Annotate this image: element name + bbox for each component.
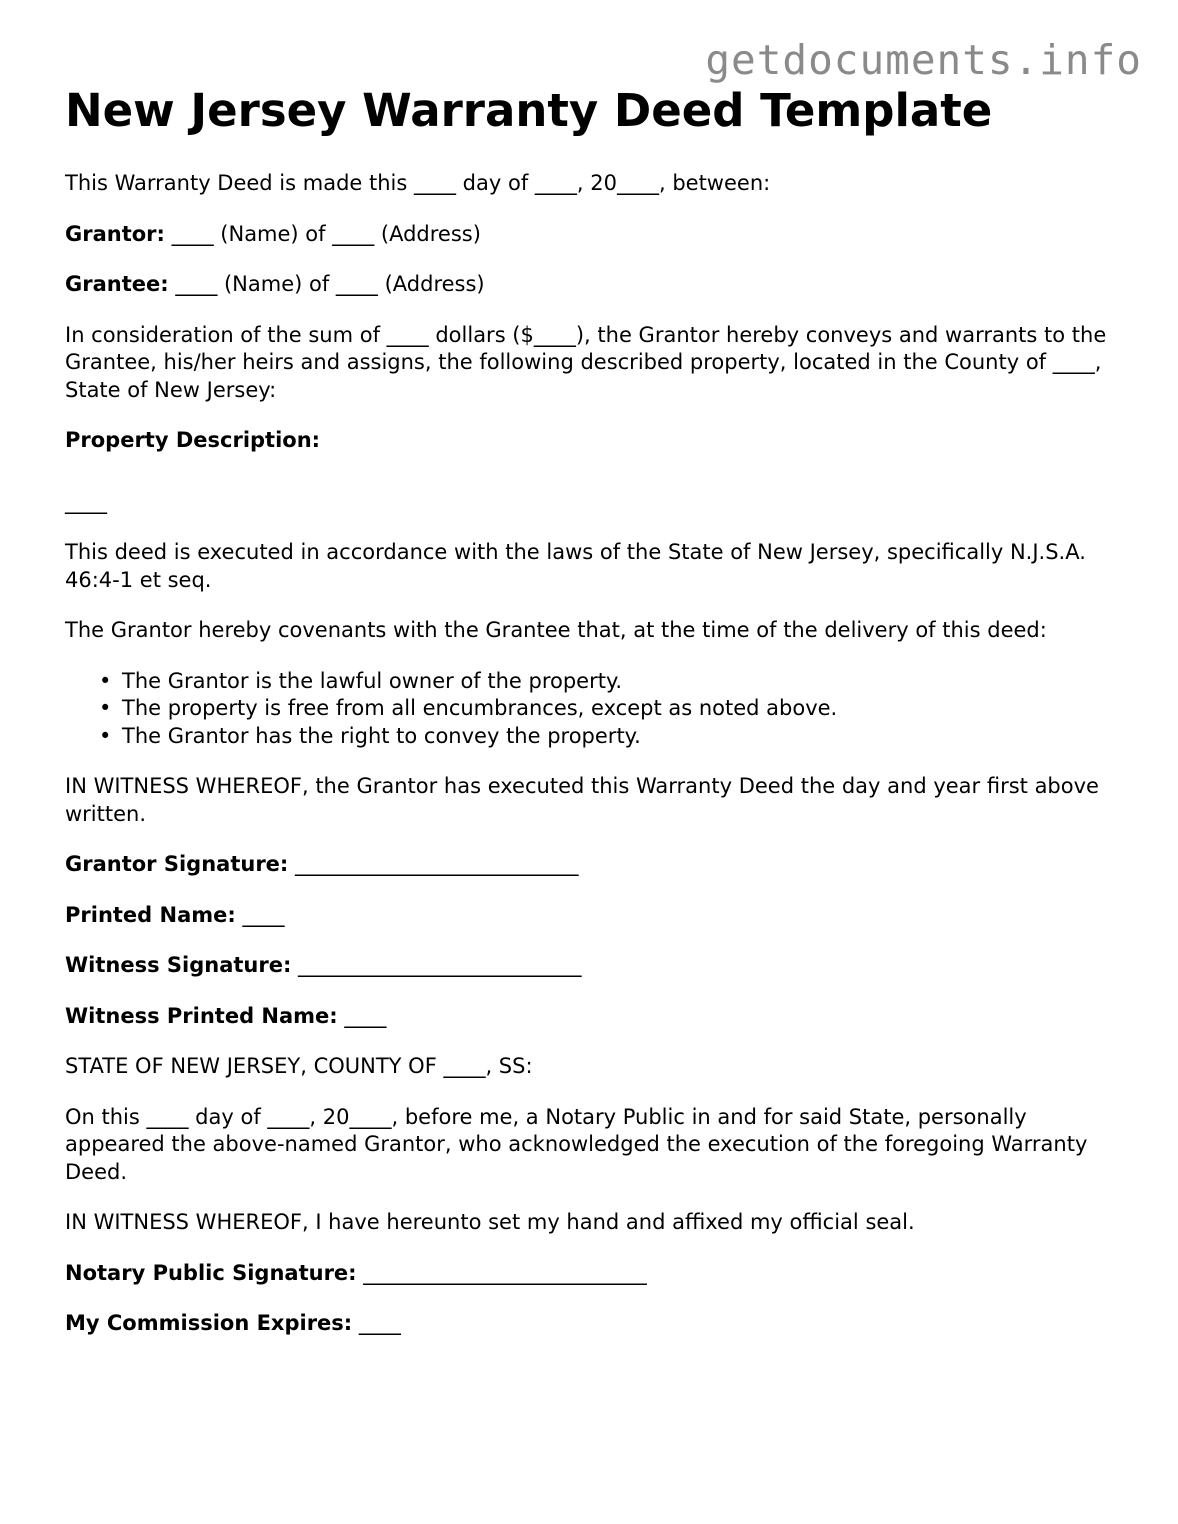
witness-printed-name-blank: ____ (337, 1003, 387, 1028)
covenant-intro: The Grantor hereby covenants with the Grantee that, at the time of the delivery of this deed: (65, 618, 1047, 642)
witness-statement: IN WITNESS WHEREOF, the Grantor has executed this Warranty Deed the day and year first above written. (65, 774, 1099, 826)
witness-signature-line (65, 952, 1125, 980)
notary-signature-label: Notary Public Signature: (65, 1260, 357, 1285)
notary-signature-line (65, 1260, 1125, 1288)
document-title: New Jersey Warranty Deed Template (65, 84, 993, 137)
covenant-list (65, 668, 1125, 751)
grantee-label: Grantee: (65, 272, 169, 296)
covenant-item: • The property is free from all encumbrances, except as noted above. (122, 695, 1125, 723)
witness-printed-name-label: Witness Printed Name: (65, 1003, 338, 1028)
document (65, 84, 1125, 1338)
grantee-text: ____ (Name) of ____ (Address) (168, 272, 485, 296)
grantor-label: Grantor: (65, 221, 165, 246)
printed-name-line (65, 902, 1125, 930)
law-paragraph: This deed is executed in accordance with the laws of the State of New Jersey, specifically N.J.S.A. 46:4-1 et seq. (65, 540, 1086, 592)
grantor-signature-label: Grantor Signature: (65, 852, 289, 876)
watermark: getdocuments.info (705, 36, 1142, 84)
covenant-item: • The Grantor has the right to convey the property. (122, 723, 1125, 751)
commission-expires-label: My Commission Expires: (65, 1311, 353, 1335)
seal-statement: IN WITNESS WHEREOF, I have hereunto set my hand and affixed my official seal. (65, 1210, 915, 1234)
printed-name-label: Printed Name: (65, 902, 236, 927)
grantor-signature-line (65, 851, 1125, 879)
state-county-line: STATE OF NEW JERSEY, COUNTY OF ____, SS: (65, 1054, 533, 1078)
grantor-text: ____ (Name) of ____ (Address) (164, 221, 481, 246)
witness-signature-blank: ___________________________ (291, 953, 582, 977)
witness-printed-name-line (65, 1003, 1125, 1031)
property-description-label: Property Description: (65, 428, 321, 452)
property-description-blank: ____ (65, 489, 107, 514)
intro-paragraph: This Warranty Deed is made this ____ day of ____, 20____, between: (65, 171, 771, 195)
consideration-paragraph: In consideration of the sum of ____ dollars ($____), the Grantor hereby conveys and warrants to the Grantee, his/her heirs and assigns, the following described property, located in the County of ____, State of New Jersey: (65, 322, 1107, 402)
witness-signature-label: Witness Signature: (65, 953, 292, 977)
commission-expires-blank: ____ (352, 1311, 401, 1335)
commission-expires-line (65, 1310, 1125, 1338)
grantee-line (65, 271, 1125, 299)
covenant-item: • The Grantor is the lawful owner of the property. (122, 668, 1125, 696)
grantor-line (65, 221, 1125, 249)
printed-name-blank: ____ (235, 902, 285, 927)
grantor-signature-blank: ___________________________ (288, 852, 579, 876)
notary-signature-blank: ___________________________ (356, 1260, 647, 1285)
notary-statement: On this ____ day of ____, 20____, before me, a Notary Public in and for said State, personally appeared the above-named Grantor, who acknowledged the execution of the foregoing Warranty Deed. (65, 1104, 1088, 1184)
